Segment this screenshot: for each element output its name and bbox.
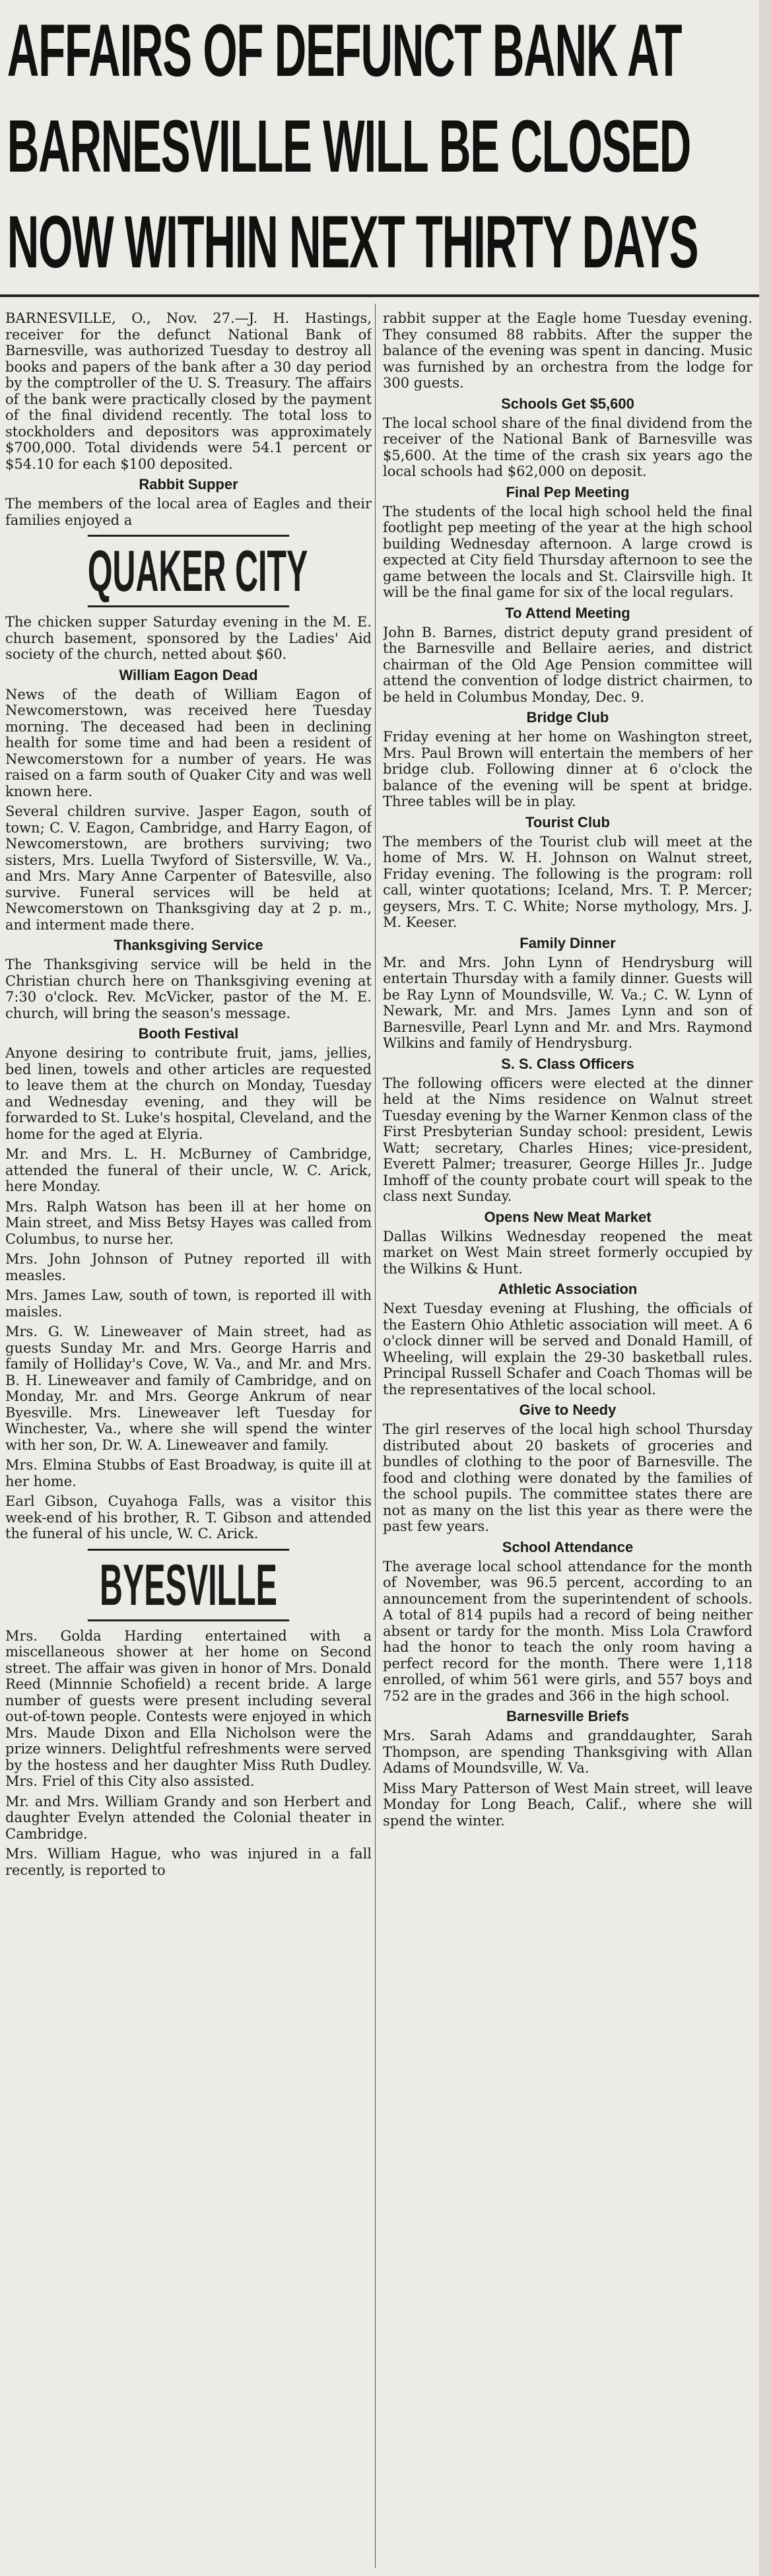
column-divider xyxy=(375,304,376,2568)
paragraph-grandy: Mr. and Mrs. William Grandy and son Herbert and daughter Evelyn attended the Colonial theater in Cambridge. xyxy=(5,1793,372,1842)
paragraph-personal-7: Earl Gibson, Cuyahoga Falls, was a visitor this week-end of his brother, R. T. Gibson and attended the funeral of his uncle, W. C. Arick. xyxy=(5,1493,372,1542)
section-head-quaker-city: QUAKER CITY xyxy=(88,535,289,607)
subhead-meat-market: Opens New Meat Market xyxy=(484,1208,652,1225)
paragraph-hague: Mrs. William Hague, who was injured in a fall recently, is reported to xyxy=(5,1846,372,1878)
paragraph-personal-5: Mrs. G. W. Lineweaver of Main street, had as guests Sunday Mr. and Mrs. George Harris and family of Holliday's Cove, W. Va., and Mr. and Mrs. B. H. Lineweaver and family of Cambridge, and on Monday, Mr. and Mrs. George Ankrum of near Byesville. Mrs. Lineweaver left Tuesday for Winchester, Va., where she will spend the winter with her son, Dr. W. A. Lineweaver and family. xyxy=(5,1324,372,1453)
paragraph-thanksgiving: The Thanksgiving service will be held in the Christian church here on Thanksgiving evening at 7:30 o'clock. Rev. McVicker, pastor of the M. E. church, will bring the season's message. xyxy=(5,957,372,1021)
section-head-byesville: BYESVILLE xyxy=(88,1549,289,1621)
paragraph-schools: The local school share of the final dividend from the receiver of the National Bank of Barnesville was $5,600. At the time of the crash six years ago the local schools had $62,000 on deposit. xyxy=(383,415,753,479)
paragraph-school-attendance: The average local school attendance for the month of November, was 96.5 percent, according to an announcement from the superintendent of schools. A total of 814 pupils had a record of being neither absent or tardy for the month. Miss Lola Crawford had the honor to teach the only room having a perfect record for the month. There were 1,118 enrolled, of whim 561 were girls, and 557 boys and 752 are in the grades and 366 in the high school. xyxy=(383,1558,753,1704)
paragraph-tourist: The members of the Tourist club will meet at the home of Mrs. W. H. Johnson on Walnut street, Friday evening. The following is the program: roll call, winter quotations; Iceland, Mrs. T. P. Mercer; geysers, Mrs. T. C. White; Norse mythology, Mrs. J. M. Keeser. xyxy=(383,833,753,930)
adjacent-page-edge xyxy=(759,0,771,2576)
headline-line-3: NOW WITHIN NEXT THIRTY DAYS xyxy=(7,201,698,284)
subhead-athletic: Athletic Association xyxy=(498,1281,638,1297)
paragraph-personal-3: Mrs. John Johnson of Putney reported ill with measles. xyxy=(5,1251,372,1283)
paragraph-rabbit: The members of the local area of Eagles and their families enjoyed a xyxy=(5,496,372,528)
subhead-pep-meeting: Final Pep Meeting xyxy=(506,483,630,500)
subhead-bridge-club: Bridge Club xyxy=(526,709,609,726)
paragraph-chicken-supper: The chicken supper Saturday evening in the M. E. church basement, sponsored by the Ladies' Aid society of the church, netted about $60. xyxy=(5,614,372,662)
headline-banner xyxy=(0,0,759,297)
subhead-barnesville-briefs: Barnesville Briefs xyxy=(506,1708,629,1724)
subhead-thanksgiving: Thanksgiving Service xyxy=(114,937,263,953)
paragraph-personal-1: Mr. and Mrs. L. H. McBurney of Cambridge, attended the funeral of their uncle, W. C. Arick, here Monday. xyxy=(5,1146,372,1194)
paragraph-family: Mr. and Mrs. John Lynn of Hendrysburg will entertain Thursday with a family dinner. Guests will be Ray Lynn of Moundsville, W. Va.; C. W. Lynn of Newark, Mr. and Mrs. James Lynn and son of Barnesville, Pearl Lynn and Mr. and Mrs. Raymond Wilkins and family of Hendrysburg. xyxy=(383,954,753,1051)
right-column xyxy=(383,310,753,2568)
headline-line-2: BARNESVILLE WILL BE CLOSED xyxy=(7,104,691,187)
subhead-rabbit-supper: Rabbit Supper xyxy=(139,476,238,492)
paragraph-pep: The students of the local high school held the final footlight pep meeting of the year at the high school building Wednesday afternoon. A large crowd is expected at City field Thursday afternoon to see the game between the locals and St. Clairsville high. It will be the final game for six of the local regulars. xyxy=(383,503,753,600)
subhead-ss-officers: S. S. Class Officers xyxy=(501,1055,634,1072)
paragraph-meat: Dallas Wilkins Wednesday reopened the meat market on West Main street formerly occupied by the Wilkins & Hunt. xyxy=(383,1228,753,1277)
subhead-school-attendance: School Attendance xyxy=(502,1538,634,1555)
paragraph-rabbit-continued: rabbit supper at the Eagle home Tuesday evening. They consumed 88 rabbits. After the supper the balance of the evening was spent in dancing. Music was furnished by an orchestra from the lodge for 300 guests. xyxy=(383,310,753,391)
paragraph-personal-6: Mrs. Elmina Stubbs of East Broadway, is quite ill at her home. xyxy=(5,1457,372,1489)
subhead-tourist-club: Tourist Club xyxy=(525,813,610,830)
paragraph-eagon-2: Several children survive. Jasper Eagon, south of town; C. V. Eagon, Cambridge, and Harry Eagon, of Newcomerstown, are brothers surviving; two sisters, Mrs. Luella Twyford of Sistersville, W. Va., and Mrs. Mary Anne Carpenter of Batesville, also survive. Funeral services will be held at Newcomerstown on Thanksgiving day at 2 p. m., and interment made there. xyxy=(5,803,372,933)
paragraph-personal-2: Mrs. Ralph Watson has been ill at her home on Main street, and Miss Betsy Hayes was called from Columbus, to nurse her. xyxy=(5,1198,372,1247)
paragraph-athletic: Next Tuesday evening at Flushing, the officials of the Eastern Ohio Athletic association will meet. A 6 o'clock dinner will be served and Donald Hamill, of Wheeling, will explain the 29-30 basketball rules. Principal Russell Schafer and Coach Thomas will be the representatives of the local school. xyxy=(383,1301,753,1398)
paragraph-personal-4: Mrs. James Law, south of town, is reported ill with maisles. xyxy=(5,1287,372,1320)
subhead-attend-meeting: To Attend Meeting xyxy=(505,604,630,621)
paragraph-ss: The following officers were elected at the dinner held at the Nims residence on Walnut street Tuesday evening by the Warner Kenmon class of the First Presbyterian Sunday school: president, Lewis Watt; secretary, Charles Hines; vice-president, Everett Palmer; treasurer, George Hilles Jr.. Judge Imhoff of the county probate court will speak to the class next Sunday. xyxy=(383,1075,753,1204)
paragraph-booth: Anyone desiring to contribute fruit, jams, jellies, bed linen, towels and other articles are requested to leave them at the church on Monday, Tuesday and Wednesday evening, and they will be forwarded to St. Luke's hospital, Cleveland, and the home for the aged at Elyria. xyxy=(5,1045,372,1142)
subhead-family-dinner: Family Dinner xyxy=(520,934,616,951)
headline-rule xyxy=(0,294,759,297)
paragraph-eagon-1: News of the death of William Eagon of Newcomerstown, was received here Tuesday morning. The deceased had been in declining health for some time and had been a resident of Newcomerstown for a number of years. He was raised on a farm south of Quaker City and was well known here. xyxy=(5,686,372,799)
paragraph-brief-1: Mrs. Sarah Adams and granddaughter, Sarah Thompson, are spending Thanksgiving with Allan Adams of Moundsville, W. Va. xyxy=(383,1728,753,1776)
subhead-needy: Give to Needy xyxy=(519,1402,617,1418)
paragraph-bridge: Friday evening at her home on Washington street, Mrs. Paul Brown will entertain the members of her bridge club. Following dinner at 6 o'clock the balance of the evening will be spent at bridge. Three tables will be in play. xyxy=(383,729,753,809)
headline-line-1: AFFAIRS OF DEFUNCT BANK AT xyxy=(7,9,682,92)
paragraph-needy: The girl reserves of the local high school Thursday distributed about 20 baskets of groceries and bundles of clothing to the poor of Barnesville. The food and clothing were donated by the families of the school pupils. The committee states there are not as many on the list this year as there were the past few years. xyxy=(383,1421,753,1534)
subhead-eagon-dead: William Eagon Dead xyxy=(119,666,258,683)
subhead-schools: Schools Get $5,600 xyxy=(501,395,634,412)
lead-paragraph: BARNESVILLE, O., Nov. 27.—J. H. Hastings, receiver for the defunct National Bank of Barnesville, was authorized Tuesday to destroy all books and papers of the bank after a 30 day period by the comptroller of the U. S. Treasury. The affairs of the bank were practically closed by the payment of the final dividend recently. The total loss to stockholders and depositors was approximately $700,000. Total dividends were 54.1 percent or $54.10 for each $100 deposited. xyxy=(5,310,372,472)
subhead-booth-festival: Booth Festival xyxy=(138,1025,239,1042)
paragraph-harding-shower: Mrs. Golda Harding entertained with a miscellaneous shower at her home on Second street. The affair was given in honor of Mrs. Donald Reed (Minnnie Schofield) a recent bride. A large number of guests were present including several out-of-town people. Contests were enjoyed in which Mrs. Maude Dixon and Ella Nicholson were the prize winners. Delightful refreshments were served by the hostess and her daughter Miss Ruth Dudley. Mrs. Friel of this City also assisted. xyxy=(5,1627,372,1789)
left-column xyxy=(5,310,372,2568)
paragraph-brief-2: Miss Mary Patterson of West Main street, will leave Monday for Long Beach, Calif., where she will spend the winter. xyxy=(383,1780,753,1829)
paragraph-attend: John B. Barnes, district deputy grand president of the Barnesville and Bellaire aeries, and district chairman of the Old Age Pension committee will attend the convention of lodge district chairmen, to be held in Columbus Monday, Dec. 9. xyxy=(383,624,753,705)
